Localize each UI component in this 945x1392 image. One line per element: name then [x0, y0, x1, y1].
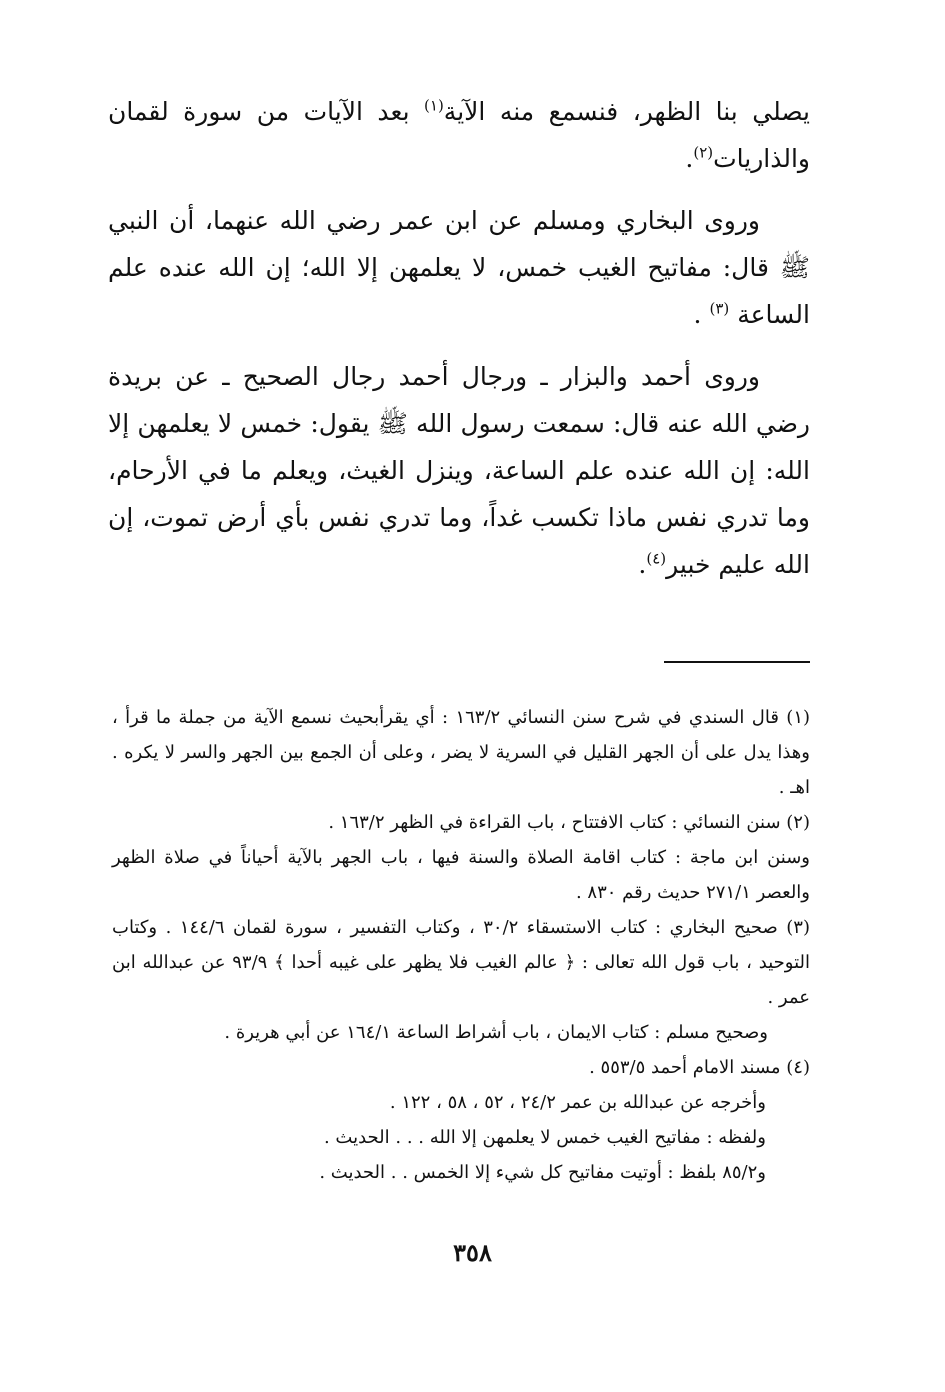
footnote-3: (٣) صحيح البخاري : كتاب الاستسقاء ٣٠/٢ ، وكتاب التفسير ، سورة لقمان ١٤٤/٦ . وكتاب التوحيد ، باب قول الله تعالى : ﴿ عالم الغيب فلا يظهر على غيبه أحدا ﴾ ٩٣/٩ عن عبدالله ابن عمر . [112, 917, 810, 1008]
footnote-ref-3: (٣) [709, 299, 730, 318]
paragraph-1-text-a: يصلي بنا الظهر، فنسمع منه الآية [443, 97, 810, 126]
main-text [108, 88, 810, 603]
footnote-ref-2: (٢) [693, 143, 714, 162]
paragraph-1 [108, 88, 810, 182]
footnote-separator [664, 661, 810, 663]
footnote-2-continued: وسنن ابن ماجة : كتاب اقامة الصلاة والسنة فيها ، باب الجهر بالآية أحياناً في صلاة الظهر والعصر ٢٧١/١ حديث رقم ٨٣٠ . [112, 847, 810, 903]
footnote-ref-1: (١) [424, 96, 444, 115]
paragraph-2-text: وروى البخاري ومسلم عن ابن عمر رضي الله عنهما، أن النبي ﷺ قال: مفاتيح الغيب خمس، لا يعلمهن إلا الله؛ إن الله عنده علم الساعة [108, 206, 810, 329]
paragraph-3-end: . [638, 550, 647, 579]
footnote-4: (٤) مسند الامام أحمد ٥٥٣/٥ . [589, 1057, 810, 1078]
paragraph-1-end: . [685, 144, 694, 173]
page-number: ٣٥٨ [453, 1238, 492, 1267]
footnote-4-line-3: ولفظه : مفاتيح الغيب خمس لا يعلمهن إلا الله . . . الحديث . [323, 1127, 766, 1148]
paragraph-3 [108, 353, 810, 588]
footnote-1: (١) قال السندي في شرح سنن النسائي ١٦٣/٢ : أي يقرأبحيث نسمع الآية من جملة ما قرأ ، وهذا يدل على أن الجهر القليل في السرية لا يضر ، وعلى أن الجمع بين الجهر والسر لا يكره . اهـ . [112, 707, 811, 798]
paragraph-3-text: وروى أحمد والبزار ـ ورجال أحمد رجال الصحيح ـ عن بريدة رضي الله عنه قال: سمعت رسول الله ﷺ يقول: خمس لا يعلمهن إلا الله: إن الله عنده علم الساعة، وينزل الغيث، ويعلم ما في الأرحام، وما تدري نفس ماذا تكسب غداً، وما تدري نفس بأي أرض تموت، إن الله عليم خبير [108, 362, 810, 579]
paragraph-2-end: . [693, 300, 710, 329]
footnote-4-line-2: وأخرجه عن عبدالله بن عمر ٢٤/٢ ، ٥٢ ، ٥٨ ، ١٢٢ . [389, 1092, 766, 1113]
footnotes [112, 700, 810, 1190]
footnote-2: (٢) سنن النسائي : كتاب الافتتاح ، باب القراءة في الظهر ١٦٣/٢ . [328, 812, 810, 833]
footnote-4-line-4: و٨٥/٢ بلفظ : أوتيت مفاتيح كل شيء إلا الخمس . . الحديث . [319, 1162, 766, 1183]
footnote-3-continued: وصحيح مسلم : كتاب الايمان ، باب أشراط الساعة ١٦٤/١ عن أبي هريرة . [224, 1022, 768, 1043]
footnote-ref-4: (٤) [646, 549, 667, 568]
paragraph-2 [108, 197, 810, 338]
paragraph-1-text-b: بعد الآيات من سورة لقمان والذاريات [108, 97, 810, 173]
